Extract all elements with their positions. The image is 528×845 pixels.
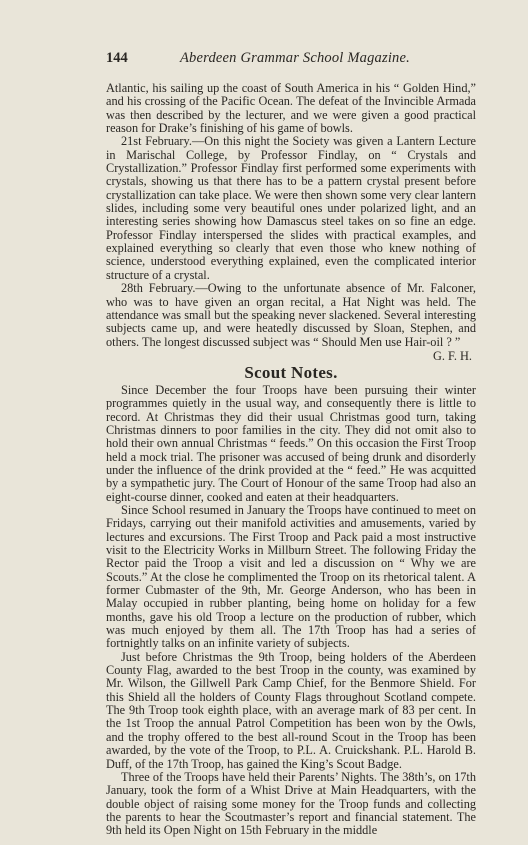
page-header bbox=[106, 50, 476, 70]
scout-notes-section bbox=[106, 363, 476, 838]
society-report bbox=[106, 82, 476, 363]
page-number: 144 bbox=[106, 50, 128, 66]
section-title: Scout Notes. bbox=[244, 362, 338, 382]
society-paragraph: 28th February.—Owing to the unfortunate absence of Mr. Falconer, who was to have given an organ recital, a Hat Night was held. The attendance was small but the speaking never slackened. Several interesting subjects came up, and were heatedly discussed by Sloan, Stephen, and others. The longest discussed subject was “ Should Men use Hair-oil ? ” bbox=[106, 281, 476, 349]
scout-paragraph: Since December the four Troops have been pursuing their winter programmes quietly in the usual way, and consequently there is little to record. At Christmas they did their usual Christmas good turn, taking Christmas dinners to poor families in the city. They did not omit also to hold their own annual Christmas “ feeds.” On this occasion the First Troop held a mock trial. The prisoner was accused of being drunk and disorderly under the influence of the drink provided at the “ feed.” He was acquitted by a sympathetic jury. The Court of Honour of the same Troop had also an eight-course dinner, cooked and eaten at their headquarters. bbox=[106, 382, 476, 504]
scout-paragraph: Since School resumed in January the Troops have continued to meet on Fridays, carrying out their manifold activities and amusements, varied by lectures and excursions. The First Troop and Pack paid a most instructive visit to the Electricity Works in Millburn Street. The following Friday the Rector paid the Troop a visit and led a discussion on “ Why we are Scouts.” At the close he complimented the Troop on its rhetorical talent. A former Cubmaster of the 9th, Mr. George Anderson, who has been in Malay occupied in rubber planting, being home on holiday for a few months, gave his old Troop a lecture on the production of rubber, which was much enjoyed by them all. The 17th Troop has had a series of fortnightly talks on an infinite variety of subjects. bbox=[106, 502, 476, 651]
society-paragraph: Atlantic, his sailing up the coast of South America in his “ Golden Hind,” and his crossing of the Pacific Ocean. The defeat of the Invincible Armada was then described by the lecturer, and we were given a good practical reason for Drake’s finishing of his game of bowls. bbox=[106, 81, 476, 136]
scout-paragraph: Just before Christmas the 9th Troop, being holders of the Aberdeen County Flag, awarded to the best Troop in the county, was examined by Mr. Wilson, the Gillwell Park Camp Chief, for the Benmore Shield. For this Shield all the holders of County Flags throughout Scotland compete. The 9th Troop took eighth place, with an average mark of 83 per cent. In the 1st Troop the annual Patrol Competition has been won by the Owls, and the trophy offered to the best all-round Scout in the Troop has been awarded, by the vote of the Troop, to P.L. A. Cruickshank. P.L. Harold B. Duff, of the 17th Troop, has gained the King’s Scout Badge. bbox=[106, 649, 476, 771]
running-title: Aberdeen Grammar School Magazine. bbox=[180, 50, 410, 66]
society-paragraph: 21st February.—On this night the Society was given a Lantern Lecture in Marischal College, by Professor Findlay, on “ Crystals and Crystallization.” Professor Findlay first performed some experiments with crystals, showing us that there has to be a pattern crystal present before crystallization can take place. We were then shown some very clear lantern slides, including some very beautiful ones under polarized light, and an interesting series showing how Damascus steel takes on so fine an edge. Professor Findlay interspersed the slides with practical examples, and explained everything so clearly that even those who knew nothing of science, understood everything explained, even the complicated interior structure of a crystal. bbox=[106, 134, 476, 282]
author-signature: G. F. H. bbox=[433, 348, 472, 363]
scout-paragraph: Three of the Troops have held their Parents’ Nights. The 38th’s, on 17th January, took the form of a Whist Drive at Main Headquarters, with the double object of raising some money for the Troop funds and collecting the parents to hear the Scoutmaster’s report and financial statement. The 9th held its Open Night on 15th February in the middle bbox=[106, 769, 476, 838]
